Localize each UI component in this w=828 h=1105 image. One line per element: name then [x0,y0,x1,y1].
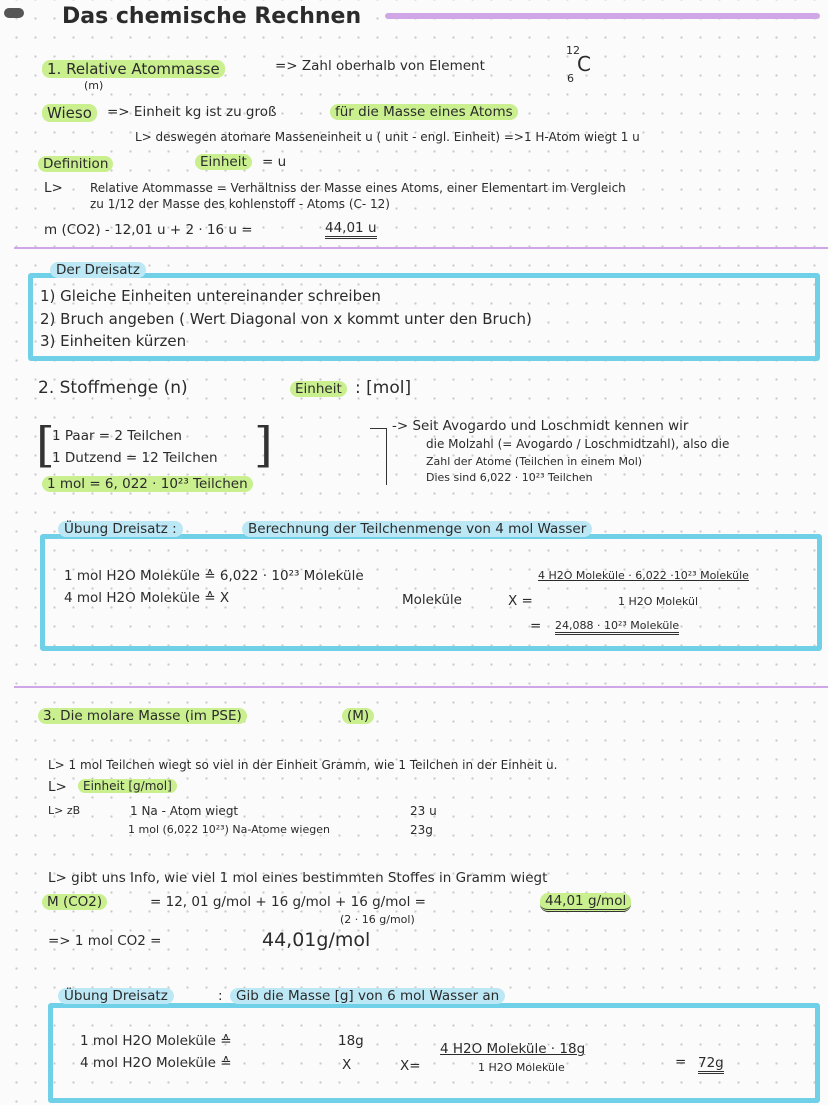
section2-heading: 2. Stoffmenge (n) [38,378,188,398]
aside-connector [370,428,387,485]
uebung2-box [48,1003,820,1103]
right-bracket: ] [254,417,273,473]
deswegen-line: L> deswegen atomare Masseneinheit u ( unit - engl. Einheit) =>1 H-Atom wiegt 1 u [135,130,640,144]
uebung1-task: Berechnung der Teilchenmenge von 4 mol Wasser [242,521,592,537]
m-co2-note: (2 · 16 g/mol) [340,913,415,926]
uebung2-row-1-value: 18g [338,1033,364,1049]
molmass-line-1: L> 1 mol Teilchen wiegt so viel in der Einheit Gramm, wie 1 Teilchen in der Einheit u. [48,758,558,772]
einheit-value: = u [262,154,287,170]
uebung2-row-2: 4 mol H2O Moleküle ≙ [80,1055,232,1071]
molmass-einheit: Einheit [g/mol] [78,779,177,793]
section1-heading-sub: (m) [84,79,104,92]
uebung2-task: Gib die Masse [g] von 6 mol Wasser an [230,988,505,1004]
example-prefix: L> zB [48,804,81,817]
uebung2-x-equals: X= [400,1058,421,1074]
dreisatz-step-3: 3) Einheiten kürzen [40,332,187,350]
page-title: Das chemische Rechnen [62,4,362,29]
uebung2-equals: = [675,1054,687,1070]
element-mass-number: 12 [566,44,580,57]
uebung1-fraction-numerator: 4 H2O Moleküle · 6,022 ·10²³ Moleküle [538,569,749,582]
uebung1-result: 24,088 · 10²³ Moleküle [555,619,679,635]
definition-arrow: L> [44,180,63,196]
example-line-b: 1 mol (6,022 10²³) Na-Atome wiegen [128,823,330,836]
paar-line: 1 Paar = 2 Teilchen [52,428,182,444]
left-bracket: [ [36,417,55,473]
stoffmenge-einheit-value: : [mol] [355,378,412,398]
definition-line-2: zu 1/12 der Masse des kohlenstoff - Atoms (C- 12) [90,197,390,211]
uebung2-row-1: 1 mol H2O Moleküle ≙ [80,1033,232,1049]
final-value: 44,01g/mol [262,929,371,951]
uebung2-label: Übung Dreisatz [58,988,174,1004]
example-line-b-value: 23g [410,823,433,837]
mol-line: 1 mol = 6, 022 · 10²³ Teilchen [42,476,253,492]
m-co2-calc: = 12, 01 g/mol + 16 g/mol + 16 g/mol = [150,894,426,910]
avogadro-line-4: Dies sind 6,022 · 10²³ Teilchen [426,471,593,484]
uebung2-separator: : [218,988,223,1004]
uebung1-x-equals: X = [508,593,533,609]
uebung2-fraction-denominator: 1 H2O Moleküle [478,1061,565,1074]
uebung2-fraction-numerator: 4 H2O Moleküle · 18g [440,1041,586,1057]
section3-symbol: (M) [342,708,374,724]
section3-heading: 3. Die molare Masse (im PSE) [38,708,247,724]
stoffmenge-einheit-label: Einheit [290,381,347,397]
title-divider [385,13,820,19]
element-symbol: C [577,52,591,76]
m-co2-label: M (CO2) [42,894,107,910]
divider-1 [14,247,828,249]
final-prefix: => 1 mol CO2 = [48,933,162,949]
molmass-line-2-arrow: L> [48,779,67,795]
uebung1-row-1: 1 mol H2O Moleküle ≙ 6,022 · 10²³ Moleküle [64,568,364,584]
example-line-a: 1 Na - Atom wiegt [130,804,239,818]
avogadro-line-1: -> Seit Avogardo und Loschmidt kennen wir [392,418,689,434]
uebung2-row-2-value: X [342,1057,352,1073]
dutzend-line: 1 Dutzend = 12 Teilchen [52,450,218,466]
menu-handle[interactable] [4,8,24,18]
m-co2-result: 44,01 g/mol [540,893,631,912]
info-line: L> gibt uns Info, wie viel 1 mol eines bestimmten Stoffes in Gramm wiegt [48,870,548,886]
avogadro-line-3: Zahl der Atome (Teilchen in einem Mol) [426,455,643,468]
uebung1-fraction-denominator: 1 H2O Molekül [618,595,699,608]
dreisatz-step-1: 1) Gleiche Einheiten untereinander schreiben [40,287,381,305]
uebung2-result: 72g [698,1055,724,1074]
wieso-text: => Einheit kg ist zu groß [107,104,277,120]
wieso-label: Wieso [42,104,97,122]
uebung1-row-2-unit: Moleküle [402,592,462,608]
divider-2 [14,686,828,688]
definition-label: Definition [38,156,113,172]
element-atomic-number: 6 [567,72,574,85]
dreisatz-step-2: 2) Bruch angeben ( Wert Diagonal von x kommt unter den Bruch) [40,310,532,328]
example-line-a-value: 23 u [410,804,437,818]
section1-arrow-text: => Zahl oberhalb von Element [275,58,485,74]
uebung1-row-2: 4 mol H2O Moleküle ≙ X [64,590,230,606]
co2-mass-result: 44,01 u [325,220,377,239]
co2-mass-calc: m (CO2) - 12,01 u + 2 · 16 u = [44,222,253,238]
section1-heading: 1. Relative Atommasse [42,60,225,78]
definition-line-1: Relative Atommasse = Verhältniss der Masse eines Atoms, einer Elementart im Vergleich [90,181,626,195]
uebung1-result-equals: = [530,618,542,634]
dreisatz-label: Der Dreisatz [50,262,146,278]
uebung1-label: Übung Dreisatz : [58,521,183,537]
avogadro-line-2: die Molzahl (= Avogardo / Loschmidtzahl), also die [426,437,730,451]
einheit-label: Einheit [195,154,252,170]
wieso-highlight: für die Masse eines Atoms [330,104,518,120]
